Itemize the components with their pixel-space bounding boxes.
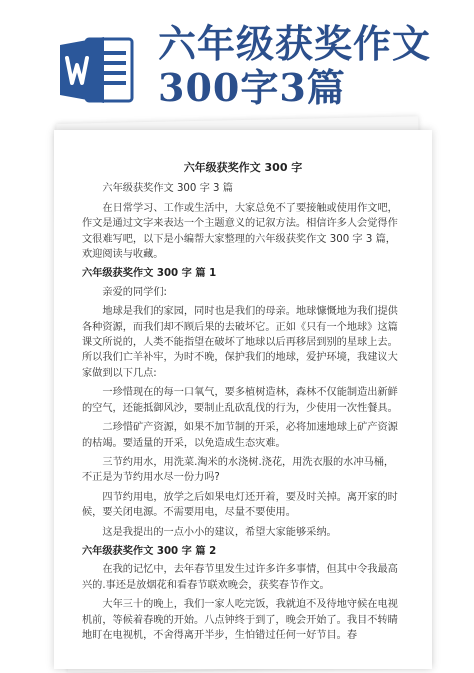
- paragraph: 一珍惜现在的每一口氧气，要多植树造林，森林不仅能制造出新鲜的空气，还能抵御风沙，要制止乱砍乱伐的行为，少使用一次性餐具。: [82, 387, 398, 414]
- document-body: [82, 181, 404, 643]
- document-content: [82, 160, 404, 647]
- paragraph: 三节约用水，用洗菜.淘米的水浇树.浇花，用洗衣服的水冲马桶，不正是为节约用水尽一份力吗?: [82, 456, 395, 484]
- paragraph: 在日常学习、工作或生活中，大家总免不了要接触或使用作文吧，作文是通过文字来表达一个主题意义的记叙方法。相信许多人会觉得作文很难写吧，以下是小编帮大家整理的六年级获奖作文 300 字 3 篇，欢迎阅读与收藏。: [82, 202, 398, 261]
- paragraph: 大年三十的晚上，我们一家人吃完饭，我就迫不及待地守候在电视机前，等候着春晚的开始。八点钟终于到了，晚会开始了。我目不转睛地盯在电视机，不舍得离开半步，生怕错过任何一好节目。春: [82, 599, 398, 641]
- paragraph: 六年级获奖作文 300 字 3 篇: [102, 183, 233, 195]
- document-page: [54, 130, 432, 669]
- paragraph: 二珍惜矿产资源，如果不加节制的开采，必将加速地球上矿产资源的枯竭。要适量的开采，以免造成生态灾难。: [82, 422, 398, 449]
- paragraph: 这是我提出的一点小小的建议，希望大家能够采纳。: [102, 526, 337, 538]
- section-heading: 六年级获奖作文 300 字 篇 1: [82, 268, 217, 280]
- document-preview: [54, 120, 432, 669]
- paragraph: 地球是我们的家园，同时也是我们的母亲。地球慷慨地为我们提供各种资源，而我们却不顾后果的去破坏它。正如《只有一个地球》这篇课文所说的，人类不能指望在破坏了地球以后再移居到别的星球上去。所以我们亡羊补牢，为时不晚，保护我们的地球，爱护环境，我建议大家做到以下几点:: [82, 306, 398, 379]
- paragraph: 亲爱的同学们:: [102, 286, 167, 298]
- paragraph: 四节约用电，放学之后如果电灯还开着，要及时关掉。离开家的时候，要关闭电源。不需要用电，尽量不要使用。: [82, 491, 398, 519]
- paragraph: 在我的记忆中，去年春节里发生过许多许多事情，但其中令我最高兴的.事还是放烟花和看春节联欢晚会，获奖春节作文。: [82, 564, 398, 591]
- word-document-icon: [60, 35, 136, 105]
- section-heading: 六年级获奖作文 300 字 篇 2: [82, 545, 217, 557]
- document-title: 六年级获奖作文 300 字: [183, 161, 303, 174]
- page-title: 六年级获奖作文300字3篇: [158, 21, 432, 110]
